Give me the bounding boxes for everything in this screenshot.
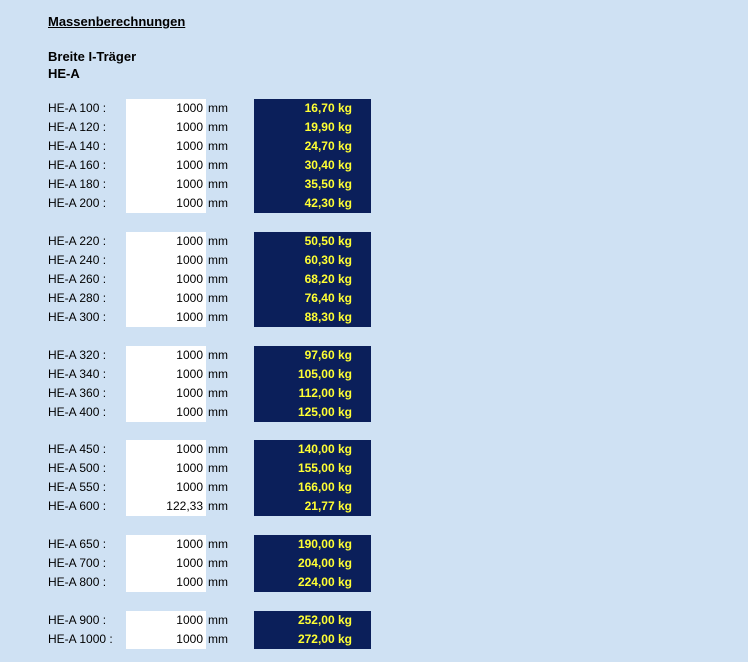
length-input[interactable] [126, 573, 206, 592]
beam-group [0, 611, 748, 649]
length-input[interactable] [126, 478, 206, 497]
length-input[interactable] [126, 630, 206, 649]
beam-row [0, 346, 748, 365]
mass-result: 224,00 kg [297, 575, 352, 590]
beam-profile-label: HE-A 340 : [48, 366, 107, 381]
beam-row [0, 478, 748, 497]
length-input[interactable] [126, 232, 206, 251]
mass-result-box [254, 535, 371, 592]
beam-profile-label: HE-A 120 : [48, 120, 107, 134]
mass-result: 16,70 kg [304, 101, 352, 115]
length-input[interactable] [126, 118, 206, 137]
length-unit: mm [208, 632, 228, 646]
length-unit: mm [208, 575, 228, 590]
mass-result: 88,30 kg [304, 309, 352, 324]
beam-profile-label: HE-A 140 : [48, 139, 107, 153]
beam-row [0, 459, 748, 478]
mass-result-box [254, 99, 371, 213]
mass-result: 166,00 kg [297, 480, 352, 495]
beam-row [0, 554, 748, 573]
mass-result-box [254, 440, 371, 516]
length-unit: mm [208, 120, 228, 134]
beam-row [0, 251, 748, 270]
mass-result: 76,40 kg [304, 290, 352, 305]
beam-row [0, 156, 748, 175]
length-input[interactable] [126, 251, 206, 270]
length-unit: mm [208, 556, 228, 571]
beam-row [0, 194, 748, 213]
beam-profile-label: HE-A 300 : [48, 309, 107, 324]
length-unit: mm [208, 366, 228, 381]
length-unit: mm [208, 177, 228, 191]
beam-row [0, 232, 748, 251]
mass-result: 125,00 kg [297, 404, 352, 419]
length-input[interactable] [126, 270, 206, 289]
beam-profile-label: HE-A 650 : [48, 537, 107, 552]
length-input[interactable] [126, 194, 206, 213]
beam-row [0, 118, 748, 137]
mass-result: 21,77 kg [304, 499, 352, 514]
length-input[interactable] [126, 611, 206, 630]
mass-result: 155,00 kg [297, 461, 352, 476]
beam-group [0, 440, 748, 516]
beam-row [0, 384, 748, 403]
section-title-line2: HE-A [48, 66, 80, 81]
beam-row [0, 630, 748, 649]
beam-profile-label: HE-A 1000 : [48, 632, 113, 646]
mass-result: 252,00 kg [297, 613, 352, 627]
length-unit: mm [208, 101, 228, 115]
length-unit: mm [208, 271, 228, 286]
beam-row [0, 365, 748, 384]
length-input[interactable] [126, 365, 206, 384]
length-input[interactable] [126, 403, 206, 422]
beam-row [0, 308, 748, 327]
beam-profile-label: HE-A 550 : [48, 480, 107, 495]
length-input[interactable] [126, 156, 206, 175]
length-unit: mm [208, 385, 228, 400]
length-unit: mm [208, 404, 228, 419]
length-unit: mm [208, 461, 228, 476]
beam-profile-label: HE-A 220 : [48, 233, 107, 248]
length-input[interactable] [126, 308, 206, 327]
mass-result: 30,40 kg [304, 158, 352, 172]
beam-profile-label: HE-A 800 : [48, 575, 107, 590]
length-input[interactable] [126, 535, 206, 554]
length-input[interactable] [126, 99, 206, 118]
length-unit: mm [208, 290, 228, 305]
beam-row [0, 611, 748, 630]
length-unit: mm [208, 442, 228, 457]
length-input[interactable] [126, 384, 206, 403]
mass-result: 105,00 kg [297, 366, 352, 381]
length-unit: mm [208, 139, 228, 153]
mass-result: 190,00 kg [297, 537, 352, 552]
beam-profile-label: HE-A 280 : [48, 290, 107, 305]
length-unit: mm [208, 158, 228, 172]
mass-result: 204,00 kg [297, 556, 352, 571]
beam-profile-label: HE-A 180 : [48, 177, 107, 191]
length-input[interactable] [126, 459, 206, 478]
beam-row [0, 99, 748, 118]
beam-row [0, 535, 748, 554]
beam-profile-label: HE-A 900 : [48, 613, 107, 627]
length-unit: mm [208, 480, 228, 495]
section-title-line1: Breite I-Träger [48, 49, 137, 64]
length-unit: mm [208, 499, 228, 514]
beam-profile-label: HE-A 320 : [48, 347, 107, 362]
length-input[interactable] [126, 440, 206, 459]
length-input[interactable] [126, 497, 206, 516]
beam-row [0, 175, 748, 194]
mass-result: 50,50 kg [304, 233, 352, 248]
mass-result: 60,30 kg [304, 252, 352, 267]
mass-result: 68,20 kg [304, 271, 352, 286]
length-unit: mm [208, 309, 228, 324]
beam-row [0, 270, 748, 289]
length-unit: mm [208, 252, 228, 267]
beam-row [0, 403, 748, 422]
mass-result-box [254, 232, 371, 327]
beam-profile-label: HE-A 360 : [48, 385, 107, 400]
mass-result: 97,60 kg [304, 347, 352, 362]
page-title: Massenberechnungen [48, 14, 186, 29]
length-unit: mm [208, 347, 228, 362]
beam-group [0, 232, 748, 327]
length-unit: mm [208, 537, 228, 552]
length-unit: mm [208, 613, 228, 627]
beam-profile-label: HE-A 200 : [48, 196, 107, 210]
mass-result: 140,00 kg [297, 442, 352, 457]
mass-result: 112,00 kg [298, 385, 352, 400]
length-input[interactable] [126, 554, 206, 573]
length-input[interactable] [126, 137, 206, 156]
beam-profile-label: HE-A 500 : [48, 461, 107, 476]
beam-row [0, 497, 748, 516]
beam-profile-label: HE-A 240 : [48, 252, 107, 267]
beam-group [0, 99, 748, 213]
beam-group [0, 535, 748, 592]
beam-profile-label: HE-A 160 : [48, 158, 107, 172]
length-input[interactable] [126, 346, 206, 365]
beam-profile-label: HE-A 450 : [48, 442, 107, 457]
beam-profile-label: HE-A 400 : [48, 404, 107, 419]
mass-result: 19,90 kg [304, 120, 352, 134]
beam-profile-label: HE-A 700 : [48, 556, 107, 571]
beam-row [0, 137, 748, 156]
mass-result-box [254, 611, 371, 649]
length-unit: mm [208, 233, 228, 248]
beam-group [0, 346, 748, 422]
mass-result: 272,00 kg [297, 632, 352, 646]
length-input[interactable] [126, 175, 206, 194]
section-title [48, 48, 136, 82]
mass-result: 35,50 kg [304, 177, 352, 191]
mass-result: 42,30 kg [304, 196, 352, 210]
beam-row [0, 289, 748, 308]
length-unit: mm [208, 196, 228, 210]
beam-profile-label: HE-A 600 : [48, 499, 107, 514]
beam-profile-label: HE-A 260 : [48, 271, 107, 286]
mass-result-box [254, 346, 371, 422]
beam-row [0, 573, 748, 592]
length-input[interactable] [126, 289, 206, 308]
beam-profile-label: HE-A 100 : [48, 101, 107, 115]
beam-row [0, 440, 748, 459]
mass-result: 24,70 kg [304, 139, 352, 153]
